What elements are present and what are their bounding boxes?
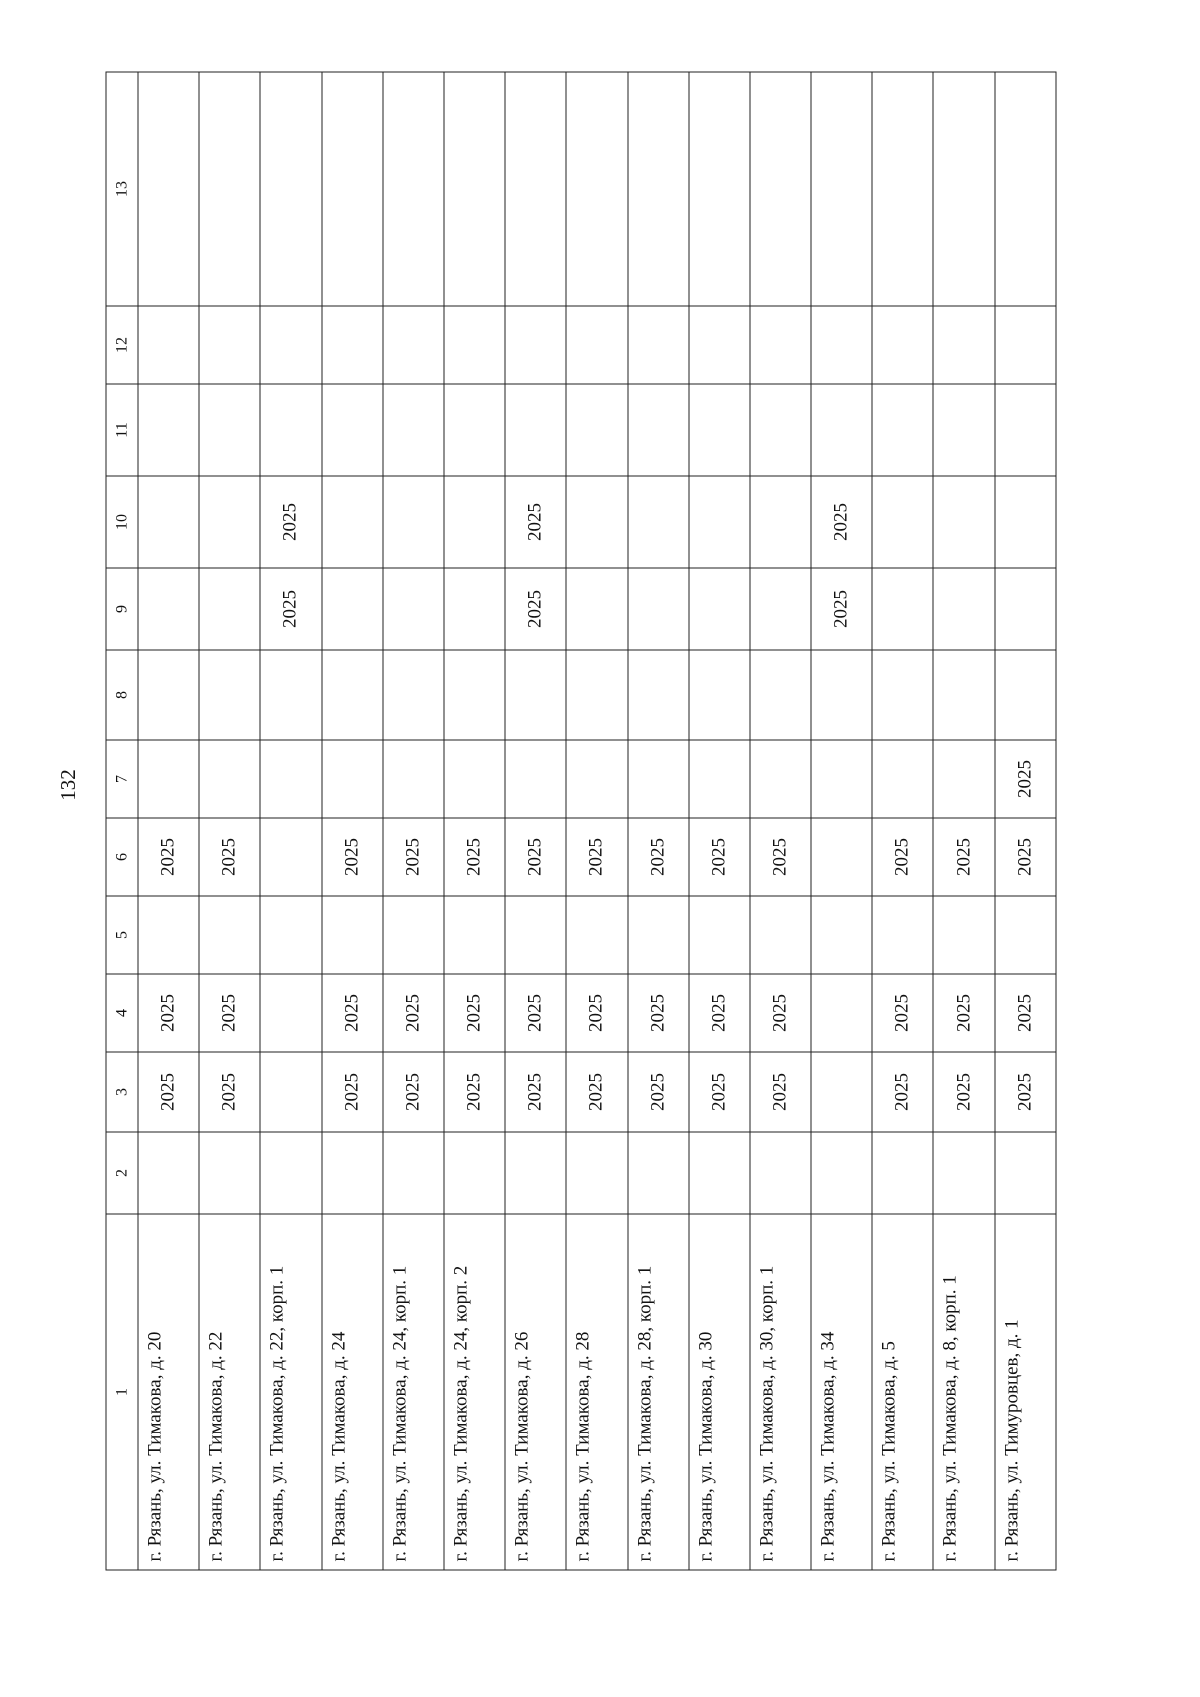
year-cell-col-10: 2025 bbox=[505, 476, 566, 568]
year-cell-col-6 bbox=[260, 818, 321, 896]
table-row bbox=[628, 72, 689, 1570]
column-header-11: 11 bbox=[106, 384, 138, 476]
year-cell-col-5 bbox=[505, 896, 566, 974]
year-cell-col-5 bbox=[995, 896, 1056, 974]
year-cell-col-6: 2025 bbox=[322, 818, 383, 896]
year-cell-col-11 bbox=[199, 384, 260, 476]
year-cell-col-6: 2025 bbox=[505, 818, 566, 896]
column-header-12: 12 bbox=[106, 306, 138, 384]
year-cell-col-9: 2025 bbox=[811, 568, 872, 650]
column-header-2: 2 bbox=[106, 1132, 138, 1214]
year-cell-col-13 bbox=[260, 72, 321, 306]
year-cell-col-13 bbox=[872, 72, 933, 306]
year-cell-col-9 bbox=[628, 568, 689, 650]
year-cell-col-3: 2025 bbox=[566, 1052, 627, 1132]
year-cell-col-4: 2025 bbox=[872, 974, 933, 1052]
year-cell-col-5 bbox=[138, 896, 199, 974]
address-cell: г. Рязань, ул. Тимакова, д. 28 bbox=[566, 1214, 627, 1570]
year-cell-col-2 bbox=[444, 1132, 505, 1214]
year-cell-col-9 bbox=[566, 568, 627, 650]
year-cell-col-3: 2025 bbox=[383, 1052, 444, 1132]
year-cell-col-12 bbox=[872, 306, 933, 384]
table-row bbox=[811, 72, 872, 1570]
year-cell-col-11 bbox=[138, 384, 199, 476]
year-cell-col-5 bbox=[933, 896, 994, 974]
year-cell-col-11 bbox=[628, 384, 689, 476]
year-cell-col-5 bbox=[260, 896, 321, 974]
year-cell-col-10 bbox=[199, 476, 260, 568]
year-cell-col-2 bbox=[995, 1132, 1056, 1214]
address-cell: г. Рязань, ул. Тимакова, д. 28, корп. 1 bbox=[628, 1214, 689, 1570]
year-cell-col-13 bbox=[383, 72, 444, 306]
year-cell-col-9 bbox=[872, 568, 933, 650]
year-cell-col-4: 2025 bbox=[933, 974, 994, 1052]
table-row bbox=[322, 72, 383, 1570]
year-cell-col-10 bbox=[383, 476, 444, 568]
column-header-4: 4 bbox=[106, 974, 138, 1052]
year-cell-col-12 bbox=[689, 306, 750, 384]
column-header-10: 10 bbox=[106, 476, 138, 568]
address-cell: г. Рязань, ул. Тимакова, д. 30 bbox=[689, 1214, 750, 1570]
year-cell-col-5 bbox=[199, 896, 260, 974]
year-cell-col-9: 2025 bbox=[260, 568, 321, 650]
year-cell-col-8 bbox=[628, 650, 689, 740]
year-cell-col-3: 2025 bbox=[872, 1052, 933, 1132]
address-cell: г. Рязань, ул. Тимакова, д. 24 bbox=[322, 1214, 383, 1570]
year-cell-col-5 bbox=[689, 896, 750, 974]
year-cell-col-5 bbox=[566, 896, 627, 974]
year-cell-col-9 bbox=[750, 568, 811, 650]
header-row bbox=[106, 72, 138, 1570]
table-row bbox=[872, 72, 933, 1570]
year-cell-col-7 bbox=[872, 740, 933, 818]
year-cell-col-13 bbox=[628, 72, 689, 306]
year-cell-col-4: 2025 bbox=[995, 974, 1056, 1052]
year-cell-col-4: 2025 bbox=[689, 974, 750, 1052]
year-cell-col-12 bbox=[199, 306, 260, 384]
year-cell-col-4: 2025 bbox=[199, 974, 260, 1052]
year-cell-col-10 bbox=[628, 476, 689, 568]
year-cell-col-4: 2025 bbox=[444, 974, 505, 1052]
year-cell-col-2 bbox=[811, 1132, 872, 1214]
year-cell-col-11 bbox=[811, 384, 872, 476]
year-cell-col-6: 2025 bbox=[444, 818, 505, 896]
year-cell-col-10 bbox=[322, 476, 383, 568]
year-cell-col-10 bbox=[689, 476, 750, 568]
year-cell-col-6: 2025 bbox=[138, 818, 199, 896]
year-cell-col-2 bbox=[383, 1132, 444, 1214]
year-cell-col-7 bbox=[811, 740, 872, 818]
year-cell-col-6: 2025 bbox=[628, 818, 689, 896]
year-cell-col-12 bbox=[811, 306, 872, 384]
year-cell-col-2 bbox=[750, 1132, 811, 1214]
year-cell-col-7: 2025 bbox=[995, 740, 1056, 818]
year-cell-col-9 bbox=[322, 568, 383, 650]
table-row bbox=[933, 72, 994, 1570]
address-cell: г. Рязань, ул. Тимакова, д. 26 bbox=[505, 1214, 566, 1570]
year-cell-col-9 bbox=[444, 568, 505, 650]
year-cell-col-13 bbox=[322, 72, 383, 306]
year-cell-col-9 bbox=[199, 568, 260, 650]
year-cell-col-3: 2025 bbox=[933, 1052, 994, 1132]
year-cell-col-5 bbox=[383, 896, 444, 974]
year-cell-col-2 bbox=[566, 1132, 627, 1214]
year-cell-col-7 bbox=[566, 740, 627, 818]
table-row bbox=[505, 72, 566, 1570]
year-cell-col-6: 2025 bbox=[933, 818, 994, 896]
year-cell-col-2 bbox=[933, 1132, 994, 1214]
year-cell-col-5 bbox=[811, 896, 872, 974]
year-cell-col-2 bbox=[322, 1132, 383, 1214]
year-cell-col-11 bbox=[933, 384, 994, 476]
year-cell-col-3: 2025 bbox=[505, 1052, 566, 1132]
year-cell-col-3: 2025 bbox=[138, 1052, 199, 1132]
year-cell-col-11 bbox=[750, 384, 811, 476]
table-row bbox=[260, 72, 321, 1570]
year-cell-col-2 bbox=[505, 1132, 566, 1214]
year-cell-col-7 bbox=[505, 740, 566, 818]
column-header-13: 13 bbox=[106, 72, 138, 306]
year-cell-col-12 bbox=[322, 306, 383, 384]
year-cell-col-13 bbox=[811, 72, 872, 306]
address-cell: г. Рязань, ул. Тимакова, д. 5 bbox=[872, 1214, 933, 1570]
year-cell-col-2 bbox=[199, 1132, 260, 1214]
year-cell-col-3 bbox=[260, 1052, 321, 1132]
year-cell-col-7 bbox=[689, 740, 750, 818]
year-cell-col-13 bbox=[138, 72, 199, 306]
year-cell-col-2 bbox=[872, 1132, 933, 1214]
year-cell-col-11 bbox=[872, 384, 933, 476]
year-cell-col-8 bbox=[995, 650, 1056, 740]
year-cell-col-9 bbox=[138, 568, 199, 650]
year-cell-col-7 bbox=[199, 740, 260, 818]
year-cell-col-6: 2025 bbox=[566, 818, 627, 896]
table-row bbox=[383, 72, 444, 1570]
year-cell-col-11 bbox=[444, 384, 505, 476]
year-cell-col-8 bbox=[260, 650, 321, 740]
table-row bbox=[444, 72, 505, 1570]
year-cell-col-3: 2025 bbox=[444, 1052, 505, 1132]
address-cell: г. Рязань, ул. Тимакова, д. 22, корп. 1 bbox=[260, 1214, 321, 1570]
year-cell-col-11 bbox=[260, 384, 321, 476]
column-header-3: 3 bbox=[106, 1052, 138, 1132]
column-header-8: 8 bbox=[106, 650, 138, 740]
year-cell-col-7 bbox=[444, 740, 505, 818]
year-cell-col-8 bbox=[811, 650, 872, 740]
year-cell-col-12 bbox=[933, 306, 994, 384]
year-cell-col-8 bbox=[505, 650, 566, 740]
year-cell-col-7 bbox=[383, 740, 444, 818]
year-cell-col-6: 2025 bbox=[750, 818, 811, 896]
year-cell-col-4: 2025 bbox=[505, 974, 566, 1052]
year-cell-col-8 bbox=[566, 650, 627, 740]
table-row bbox=[199, 72, 260, 1570]
year-cell-col-13 bbox=[505, 72, 566, 306]
table-row bbox=[750, 72, 811, 1570]
address-cell: г. Рязань, ул. Тимуровцев, д. 1 bbox=[995, 1214, 1056, 1570]
year-cell-col-6: 2025 bbox=[689, 818, 750, 896]
column-header-9: 9 bbox=[106, 568, 138, 650]
year-cell-col-12 bbox=[138, 306, 199, 384]
table-container bbox=[106, 73, 1057, 1571]
year-cell-col-4: 2025 bbox=[628, 974, 689, 1052]
year-cell-col-2 bbox=[689, 1132, 750, 1214]
table-row bbox=[995, 72, 1056, 1570]
year-cell-col-4: 2025 bbox=[322, 974, 383, 1052]
year-cell-col-7 bbox=[750, 740, 811, 818]
year-cell-col-11 bbox=[995, 384, 1056, 476]
year-cell-col-11 bbox=[566, 384, 627, 476]
year-cell-col-9 bbox=[995, 568, 1056, 650]
year-cell-col-11 bbox=[689, 384, 750, 476]
data-table bbox=[106, 72, 1057, 1571]
year-cell-col-7 bbox=[933, 740, 994, 818]
year-cell-col-9: 2025 bbox=[505, 568, 566, 650]
year-cell-col-9 bbox=[933, 568, 994, 650]
year-cell-col-10: 2025 bbox=[260, 476, 321, 568]
year-cell-col-8 bbox=[383, 650, 444, 740]
year-cell-col-2 bbox=[260, 1132, 321, 1214]
table-header bbox=[106, 72, 138, 1570]
year-cell-col-3: 2025 bbox=[199, 1052, 260, 1132]
year-cell-col-3: 2025 bbox=[750, 1052, 811, 1132]
year-cell-col-3: 2025 bbox=[628, 1052, 689, 1132]
year-cell-col-10 bbox=[444, 476, 505, 568]
year-cell-col-12 bbox=[750, 306, 811, 384]
year-cell-col-5 bbox=[322, 896, 383, 974]
year-cell-col-3 bbox=[811, 1052, 872, 1132]
year-cell-col-12 bbox=[566, 306, 627, 384]
year-cell-col-12 bbox=[995, 306, 1056, 384]
year-cell-col-10 bbox=[933, 476, 994, 568]
year-cell-col-7 bbox=[322, 740, 383, 818]
year-cell-col-7 bbox=[138, 740, 199, 818]
year-cell-col-12 bbox=[505, 306, 566, 384]
column-header-6: 6 bbox=[106, 818, 138, 896]
year-cell-col-5 bbox=[628, 896, 689, 974]
year-cell-col-13 bbox=[995, 72, 1056, 306]
year-cell-col-11 bbox=[505, 384, 566, 476]
year-cell-col-6: 2025 bbox=[872, 818, 933, 896]
year-cell-col-9 bbox=[383, 568, 444, 650]
year-cell-col-4: 2025 bbox=[383, 974, 444, 1052]
year-cell-col-8 bbox=[750, 650, 811, 740]
year-cell-col-8 bbox=[933, 650, 994, 740]
year-cell-col-10 bbox=[872, 476, 933, 568]
year-cell-col-8 bbox=[444, 650, 505, 740]
address-cell: г. Рязань, ул. Тимакова, д. 24, корп. 1 bbox=[383, 1214, 444, 1570]
year-cell-col-12 bbox=[260, 306, 321, 384]
year-cell-col-12 bbox=[383, 306, 444, 384]
year-cell-col-10 bbox=[750, 476, 811, 568]
year-cell-col-8 bbox=[322, 650, 383, 740]
page-number: 132 bbox=[56, 769, 80, 801]
table-row bbox=[566, 72, 627, 1570]
year-cell-col-9 bbox=[689, 568, 750, 650]
year-cell-col-13 bbox=[689, 72, 750, 306]
address-cell: г. Рязань, ул. Тимакова, д. 8, корп. 1 bbox=[933, 1214, 994, 1570]
year-cell-col-13 bbox=[444, 72, 505, 306]
year-cell-col-3: 2025 bbox=[689, 1052, 750, 1132]
year-cell-col-13 bbox=[933, 72, 994, 306]
year-cell-col-12 bbox=[628, 306, 689, 384]
year-cell-col-4: 2025 bbox=[566, 974, 627, 1052]
year-cell-col-4 bbox=[260, 974, 321, 1052]
table-row bbox=[689, 72, 750, 1570]
column-header-1: 1 bbox=[106, 1214, 138, 1570]
table-row bbox=[138, 72, 199, 1570]
column-header-5: 5 bbox=[106, 896, 138, 974]
address-cell: г. Рязань, ул. Тимакова, д. 20 bbox=[138, 1214, 199, 1570]
address-cell: г. Рязань, ул. Тимакова, д. 22 bbox=[199, 1214, 260, 1570]
year-cell-col-5 bbox=[750, 896, 811, 974]
year-cell-col-10 bbox=[566, 476, 627, 568]
year-cell-col-4: 2025 bbox=[138, 974, 199, 1052]
year-cell-col-5 bbox=[872, 896, 933, 974]
year-cell-col-2 bbox=[138, 1132, 199, 1214]
year-cell-col-13 bbox=[199, 72, 260, 306]
address-cell: г. Рязань, ул. Тимакова, д. 34 bbox=[811, 1214, 872, 1570]
year-cell-col-13 bbox=[566, 72, 627, 306]
address-cell: г. Рязань, ул. Тимакова, д. 24, корп. 2 bbox=[444, 1214, 505, 1570]
year-cell-col-11 bbox=[383, 384, 444, 476]
year-cell-col-10 bbox=[995, 476, 1056, 568]
year-cell-col-10 bbox=[138, 476, 199, 568]
year-cell-col-6 bbox=[811, 818, 872, 896]
year-cell-col-3: 2025 bbox=[995, 1052, 1056, 1132]
table-body bbox=[138, 72, 1056, 1570]
column-header-7: 7 bbox=[106, 740, 138, 818]
year-cell-col-7 bbox=[260, 740, 321, 818]
year-cell-col-7 bbox=[628, 740, 689, 818]
year-cell-col-6: 2025 bbox=[383, 818, 444, 896]
year-cell-col-8 bbox=[138, 650, 199, 740]
year-cell-col-8 bbox=[199, 650, 260, 740]
year-cell-col-13 bbox=[750, 72, 811, 306]
year-cell-col-4 bbox=[811, 974, 872, 1052]
year-cell-col-8 bbox=[872, 650, 933, 740]
year-cell-col-12 bbox=[444, 306, 505, 384]
year-cell-col-6: 2025 bbox=[199, 818, 260, 896]
year-cell-col-10: 2025 bbox=[811, 476, 872, 568]
year-cell-col-6: 2025 bbox=[995, 818, 1056, 896]
address-cell: г. Рязань, ул. Тимакова, д. 30, корп. 1 bbox=[750, 1214, 811, 1570]
year-cell-col-2 bbox=[628, 1132, 689, 1214]
year-cell-col-8 bbox=[689, 650, 750, 740]
year-cell-col-4: 2025 bbox=[750, 974, 811, 1052]
year-cell-col-11 bbox=[322, 384, 383, 476]
year-cell-col-5 bbox=[444, 896, 505, 974]
year-cell-col-3: 2025 bbox=[322, 1052, 383, 1132]
